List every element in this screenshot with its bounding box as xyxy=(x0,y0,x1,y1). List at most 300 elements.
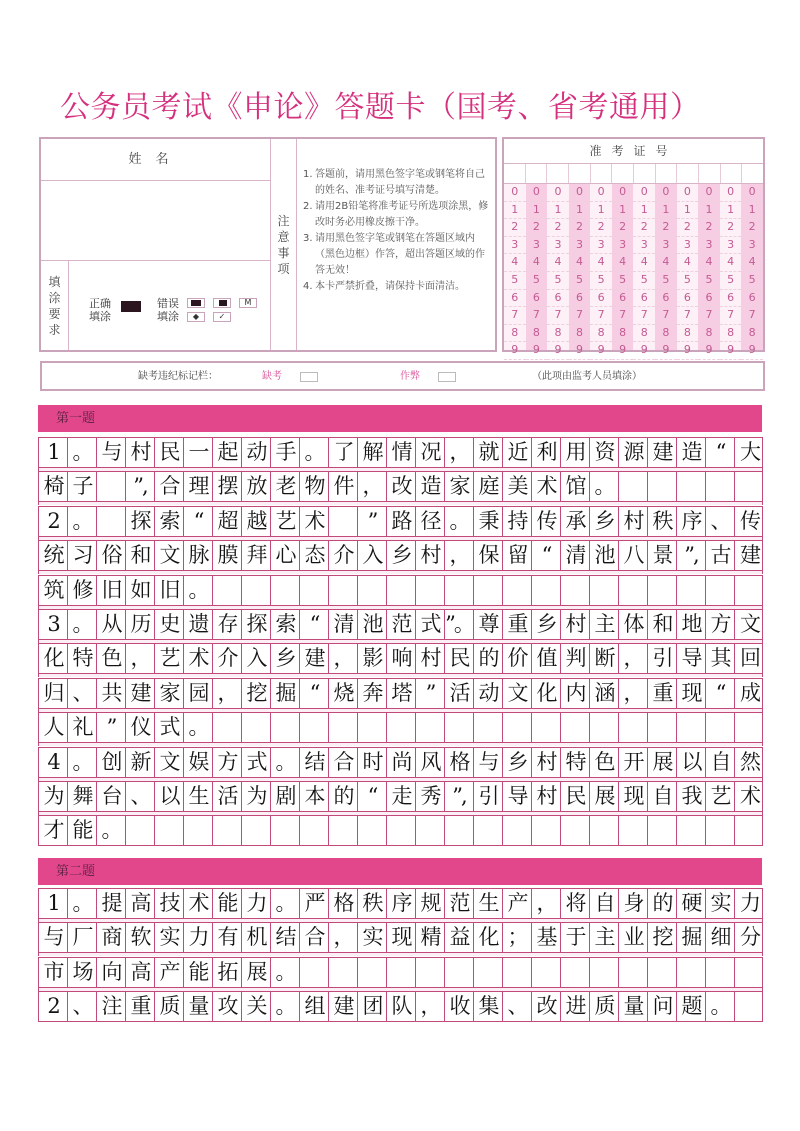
answer-cell[interactable]: 。 xyxy=(271,889,300,918)
answer-cell[interactable]: 文 xyxy=(155,541,184,570)
ticket-digit-bubble[interactable]: 0 xyxy=(633,184,655,202)
ticket-digit-bubble[interactable]: 5 xyxy=(526,272,548,290)
answer-cell[interactable]: 量 xyxy=(619,992,648,1021)
ticket-digit-bubble[interactable]: 4 xyxy=(590,254,612,272)
ticket-digit-bubble[interactable]: 6 xyxy=(569,290,591,308)
answer-cell[interactable]: ， xyxy=(329,923,358,952)
answer-cell[interactable] xyxy=(358,713,387,742)
ticket-digit-bubble[interactable]: 5 xyxy=(741,272,763,290)
answer-cell[interactable]: 起 xyxy=(213,438,242,467)
answer-cell[interactable]: 保 xyxy=(474,541,503,570)
ticket-digit-bubble[interactable]: 4 xyxy=(569,254,591,272)
ticket-digit-input[interactable] xyxy=(591,164,613,183)
answer-cell[interactable]: 2 xyxy=(39,992,68,1021)
answer-cell[interactable]: 。 xyxy=(68,889,97,918)
answer-cell[interactable]: 挖 xyxy=(648,923,677,952)
ticket-digit-bubble[interactable]: 2 xyxy=(677,219,699,237)
answer-cell[interactable]: 建 xyxy=(740,543,759,568)
answer-cell[interactable]: 质 xyxy=(590,992,619,1021)
ticket-digit-bubble[interactable]: 0 xyxy=(698,184,720,202)
ticket-digit-bubble[interactable]: 4 xyxy=(547,254,569,272)
ticket-digit-input[interactable] xyxy=(612,164,634,183)
answer-cell[interactable] xyxy=(532,958,561,987)
answer-cell[interactable]: 。 xyxy=(445,507,474,536)
answer-cell[interactable] xyxy=(561,958,590,987)
answer-cell[interactable] xyxy=(213,713,242,742)
answer-cell[interactable]: 生 xyxy=(474,889,503,918)
answer-cell[interactable]: 人 xyxy=(39,713,68,742)
answer-cell[interactable]: 遗 xyxy=(184,610,213,639)
absent-checkbox[interactable] xyxy=(300,372,318,382)
answer-cell[interactable]: ” xyxy=(358,507,387,536)
answer-cell[interactable] xyxy=(358,816,387,845)
ticket-digit-bubble[interactable]: 9 xyxy=(720,342,742,360)
answer-cell[interactable]: 和 xyxy=(126,541,155,570)
answer-cell[interactable]: 力 xyxy=(740,891,759,915)
answer-cell[interactable]: ， xyxy=(213,679,242,708)
ticket-digit-bubble[interactable]: 5 xyxy=(569,272,591,290)
ticket-digit-bubble[interactable]: 3 xyxy=(698,237,720,255)
ticket-digit-bubble[interactable]: 8 xyxy=(590,325,612,343)
ticket-digit-bubble[interactable]: 1 xyxy=(569,202,591,220)
answer-cell[interactable]: 力 xyxy=(184,923,213,952)
answer-cell[interactable]: ， xyxy=(445,438,474,467)
ticket-digit-input[interactable] xyxy=(699,164,721,183)
answer-cell[interactable] xyxy=(329,816,358,845)
answer-cell[interactable]: 4 xyxy=(39,748,68,777)
answer-cell[interactable]: 持 xyxy=(503,507,532,536)
ticket-digit-bubble[interactable]: 9 xyxy=(677,342,699,360)
answer-cell[interactable]: 式 xyxy=(242,748,271,777)
answer-cell[interactable]: 越 xyxy=(242,507,271,536)
ticket-digit-bubble[interactable]: 7 xyxy=(720,307,742,325)
ticket-digit-bubble[interactable]: 9 xyxy=(590,342,612,360)
ticket-digit-bubble[interactable]: 7 xyxy=(526,307,548,325)
answer-cell[interactable]: 机 xyxy=(242,923,271,952)
ticket-digit-bubble[interactable]: 6 xyxy=(677,290,699,308)
answer-cell[interactable]: 开 xyxy=(619,748,648,777)
ticket-digit-bubble[interactable]: 8 xyxy=(720,325,742,343)
answer-cell[interactable]: 老 xyxy=(271,472,300,501)
ticket-digit-bubble[interactable]: 2 xyxy=(547,219,569,237)
name-input-field[interactable] xyxy=(41,181,271,261)
answer-cell[interactable] xyxy=(677,958,706,987)
ticket-digit-bubble[interactable]: 8 xyxy=(698,325,720,343)
ticket-digit-bubble[interactable]: 7 xyxy=(569,307,591,325)
answer-cell[interactable]: 动 xyxy=(474,679,503,708)
answer-cell[interactable]: 导 xyxy=(503,782,532,811)
answer-cell[interactable] xyxy=(300,816,329,845)
ticket-digit-bubble[interactable]: 7 xyxy=(741,307,763,325)
answer-cell[interactable]: 创 xyxy=(97,748,126,777)
answer-cell[interactable]: 脉 xyxy=(184,541,213,570)
answer-cell[interactable]: 民 xyxy=(561,782,590,811)
answer-cell[interactable]: 引 xyxy=(648,644,677,673)
ticket-digit-bubble[interactable]: 5 xyxy=(720,272,742,290)
answer-cell[interactable]: ”。 xyxy=(445,610,474,639)
answer-cell[interactable] xyxy=(445,713,474,742)
ticket-digit-bubble[interactable]: 7 xyxy=(677,307,699,325)
answer-cell[interactable]: 术 xyxy=(184,644,213,673)
answer-cell[interactable]: 动 xyxy=(242,438,271,467)
answer-cell[interactable] xyxy=(561,576,590,605)
ticket-digit-bubble[interactable]: 6 xyxy=(741,290,763,308)
answer-cell[interactable]: 径 xyxy=(416,507,445,536)
answer-cell[interactable]: 塔 xyxy=(387,679,416,708)
answer-cell[interactable] xyxy=(619,576,648,605)
answer-cell[interactable]: 为 xyxy=(39,782,68,811)
ticket-digit-bubble[interactable]: 7 xyxy=(547,307,569,325)
ticket-digit-input[interactable] xyxy=(677,164,699,183)
answer-cell[interactable]: “ xyxy=(532,541,561,570)
answer-cell[interactable]: 庭 xyxy=(474,472,503,501)
answer-cell[interactable]: 娱 xyxy=(184,748,213,777)
answer-cell[interactable]: 时 xyxy=(358,748,387,777)
answer-cell[interactable]: 存 xyxy=(213,610,242,639)
answer-cell[interactable]: 以 xyxy=(155,782,184,811)
ticket-digit-bubble[interactable]: 2 xyxy=(504,219,526,237)
answer-cell[interactable]: 2 xyxy=(39,507,68,536)
ticket-digit-bubble[interactable]: 2 xyxy=(720,219,742,237)
answer-cell[interactable]: 奔 xyxy=(358,679,387,708)
answer-cell[interactable]: 与 xyxy=(474,748,503,777)
answer-cell[interactable]: ， xyxy=(532,889,561,918)
answer-cell[interactable] xyxy=(735,472,764,501)
answer-cell[interactable]: 展 xyxy=(648,748,677,777)
answer-cell[interactable]: 术 xyxy=(184,889,213,918)
answer-cell[interactable]: 攻 xyxy=(213,992,242,1021)
answer-cell[interactable]: 格 xyxy=(445,748,474,777)
answer-cell[interactable]: ， xyxy=(126,644,155,673)
ticket-digit-bubble[interactable]: 1 xyxy=(655,202,677,220)
answer-cell[interactable]: 乡 xyxy=(387,541,416,570)
ticket-digit-bubble[interactable]: 2 xyxy=(741,219,763,237)
answer-cell[interactable] xyxy=(532,713,561,742)
ticket-digit-input[interactable] xyxy=(547,164,569,183)
answer-cell[interactable]: 身 xyxy=(619,889,648,918)
answer-cell[interactable]: 探 xyxy=(242,610,271,639)
ticket-digit-bubble[interactable]: 3 xyxy=(547,237,569,255)
answer-cell[interactable]: 现 xyxy=(619,782,648,811)
answer-cell[interactable]: 心 xyxy=(271,541,300,570)
answer-cell[interactable] xyxy=(445,576,474,605)
answer-cell[interactable]: 才 xyxy=(39,816,68,845)
ticket-digit-bubble[interactable]: 6 xyxy=(720,290,742,308)
ticket-digit-bubble[interactable]: 1 xyxy=(504,202,526,220)
answer-cell[interactable]: 美 xyxy=(503,472,532,501)
answer-cell[interactable]: 高 xyxy=(126,958,155,987)
answer-cell[interactable]: 件 xyxy=(329,472,358,501)
answer-cell[interactable] xyxy=(329,507,358,536)
answer-cell[interactable]: 的 xyxy=(474,644,503,673)
answer-cell[interactable] xyxy=(271,816,300,845)
answer-cell[interactable]: 改 xyxy=(387,472,416,501)
answer-cell[interactable]: 活 xyxy=(213,782,242,811)
answer-cell[interactable]: 益 xyxy=(445,923,474,952)
answer-cell[interactable]: 和 xyxy=(648,610,677,639)
answer-cell[interactable] xyxy=(561,713,590,742)
answer-cell[interactable]: 色 xyxy=(97,644,126,673)
ticket-digit-bubble[interactable]: 0 xyxy=(526,184,548,202)
answer-cell[interactable]: ”, xyxy=(677,541,706,570)
ticket-digit-bubble[interactable]: 4 xyxy=(720,254,742,272)
ticket-digit-bubble[interactable]: 4 xyxy=(504,254,526,272)
answer-cell[interactable] xyxy=(590,816,619,845)
answer-cell[interactable]: 索 xyxy=(271,610,300,639)
ticket-digit-bubble[interactable]: 1 xyxy=(698,202,720,220)
answer-cell[interactable] xyxy=(358,576,387,605)
answer-cell[interactable]: 拜 xyxy=(242,541,271,570)
answer-cell[interactable]: 探 xyxy=(126,507,155,536)
ticket-digit-bubble[interactable]: 5 xyxy=(612,272,634,290)
answer-cell[interactable]: 然 xyxy=(740,749,759,774)
answer-cell[interactable] xyxy=(677,713,706,742)
answer-cell[interactable]: 展 xyxy=(242,958,271,987)
answer-cell[interactable]: 自 xyxy=(590,889,619,918)
answer-cell[interactable]: 台 xyxy=(97,782,126,811)
answer-cell[interactable]: 习 xyxy=(68,541,97,570)
answer-cell[interactable]: 价 xyxy=(503,644,532,673)
answer-cell[interactable]: 范 xyxy=(445,889,474,918)
answer-cell[interactable] xyxy=(677,472,706,501)
answer-cell[interactable] xyxy=(619,816,648,845)
answer-cell[interactable]: 解 xyxy=(358,438,387,467)
answer-cell[interactable]: 活 xyxy=(445,679,474,708)
answer-cell[interactable]: 化 xyxy=(474,923,503,952)
answer-cell[interactable]: 术 xyxy=(740,784,759,808)
answer-cell[interactable]: 乡 xyxy=(532,610,561,639)
ticket-digit-bubble[interactable]: 8 xyxy=(569,325,591,343)
answer-cell[interactable] xyxy=(474,816,503,845)
ticket-digit-bubble[interactable]: 1 xyxy=(547,202,569,220)
ticket-digit-bubble[interactable]: 4 xyxy=(633,254,655,272)
ticket-digit-input[interactable] xyxy=(526,164,548,183)
answer-cell[interactable]: 筑 xyxy=(39,576,68,605)
answer-cell[interactable]: 。 xyxy=(590,472,619,501)
answer-cell[interactable]: 改 xyxy=(532,992,561,1021)
answer-cell[interactable]: “ xyxy=(300,679,329,708)
answer-cell[interactable]: 与 xyxy=(39,923,68,952)
answer-cell[interactable]: 新 xyxy=(126,748,155,777)
ticket-digit-bubble[interactable]: 0 xyxy=(569,184,591,202)
answer-cell[interactable]: 态 xyxy=(300,541,329,570)
answer-cell[interactable] xyxy=(416,816,445,845)
answer-cell[interactable]: 实 xyxy=(358,923,387,952)
ticket-digit-bubble[interactable]: 2 xyxy=(698,219,720,237)
answer-cell[interactable]: 艺 xyxy=(271,507,300,536)
answer-cell[interactable] xyxy=(242,816,271,845)
answer-cell[interactable]: 主 xyxy=(590,923,619,952)
ticket-digit-bubble[interactable]: 3 xyxy=(590,237,612,255)
answer-cell[interactable]: ” xyxy=(97,713,126,742)
answer-cell[interactable]: 结 xyxy=(271,923,300,952)
answer-cell[interactable]: 序 xyxy=(677,507,706,536)
answer-cell[interactable]: 乡 xyxy=(503,748,532,777)
answer-cell[interactable] xyxy=(619,958,648,987)
answer-cell[interactable]: 膜 xyxy=(213,541,242,570)
answer-cell[interactable] xyxy=(706,576,735,605)
ticket-digit-bubble[interactable]: 2 xyxy=(655,219,677,237)
answer-cell[interactable] xyxy=(735,713,764,742)
answer-cell[interactable] xyxy=(329,576,358,605)
answer-cell[interactable] xyxy=(474,958,503,987)
answer-cell[interactable]: 。 xyxy=(68,438,97,467)
ticket-digit-bubble[interactable]: 9 xyxy=(655,342,677,360)
answer-cell[interactable]: 问 xyxy=(648,992,677,1021)
answer-cell[interactable]: 题 xyxy=(677,992,706,1021)
ticket-digit-bubble[interactable]: 9 xyxy=(741,342,763,360)
answer-cell[interactable]: 组 xyxy=(300,992,329,1021)
ticket-digit-bubble[interactable]: 6 xyxy=(526,290,548,308)
answer-cell[interactable]: 承 xyxy=(561,507,590,536)
answer-cell[interactable]: 式 xyxy=(155,713,184,742)
answer-cell[interactable]: 特 xyxy=(68,644,97,673)
answer-cell[interactable]: 利 xyxy=(532,438,561,467)
answer-cell[interactable]: 理 xyxy=(184,472,213,501)
answer-cell[interactable]: 规 xyxy=(416,889,445,918)
answer-cell[interactable]: 。 xyxy=(271,958,300,987)
answer-cell[interactable]: 团 xyxy=(358,992,387,1021)
answer-cell[interactable]: 建 xyxy=(648,438,677,467)
answer-cell[interactable]: 手 xyxy=(271,438,300,467)
answer-cell[interactable]: 八 xyxy=(619,541,648,570)
answer-cell[interactable]: 放 xyxy=(242,472,271,501)
answer-cell[interactable]: 况 xyxy=(416,438,445,467)
answer-cell[interactable] xyxy=(619,713,648,742)
ticket-digit-bubble[interactable]: 3 xyxy=(720,237,742,255)
answer-cell[interactable]: 就 xyxy=(474,438,503,467)
answer-cell[interactable]: 情 xyxy=(387,438,416,467)
answer-cell[interactable] xyxy=(416,958,445,987)
answer-cell[interactable] xyxy=(503,713,532,742)
answer-cell[interactable]: 结 xyxy=(300,748,329,777)
answer-cell[interactable]: 主 xyxy=(590,610,619,639)
answer-cell[interactable]: 质 xyxy=(155,992,184,1021)
answer-cell[interactable]: 产 xyxy=(503,889,532,918)
answer-cell[interactable]: 收 xyxy=(445,992,474,1021)
answer-cell[interactable] xyxy=(735,958,764,987)
answer-cell[interactable]: 自 xyxy=(706,748,735,777)
ticket-digit-bubble[interactable]: 8 xyxy=(504,325,526,343)
answer-cell[interactable]: 本 xyxy=(300,782,329,811)
answer-cell[interactable]: 与 xyxy=(97,438,126,467)
answer-cell[interactable]: 介 xyxy=(213,644,242,673)
answer-cell[interactable] xyxy=(329,958,358,987)
answer-cell[interactable] xyxy=(387,576,416,605)
answer-cell[interactable]: ， xyxy=(329,644,358,673)
answer-cell[interactable]: 的 xyxy=(329,782,358,811)
answer-cell[interactable]: 序 xyxy=(387,889,416,918)
answer-cell[interactable]: 拓 xyxy=(213,958,242,987)
answer-cell[interactable]: 向 xyxy=(97,958,126,987)
ticket-digit-bubble[interactable]: 6 xyxy=(698,290,720,308)
answer-cell[interactable] xyxy=(387,713,416,742)
answer-cell[interactable]: 重 xyxy=(648,679,677,708)
answer-cell[interactable]: 民 xyxy=(155,438,184,467)
answer-cell[interactable] xyxy=(271,713,300,742)
ticket-digit-bubble[interactable]: 8 xyxy=(633,325,655,343)
answer-cell[interactable]: 民 xyxy=(445,644,474,673)
ticket-digit-bubble[interactable]: 5 xyxy=(590,272,612,290)
answer-cell[interactable]: 以 xyxy=(677,748,706,777)
ticket-digit-bubble[interactable]: 3 xyxy=(655,237,677,255)
answer-cell[interactable]: 礼 xyxy=(68,713,97,742)
answer-cell[interactable]: 。 xyxy=(68,507,97,536)
answer-cell[interactable]: 精 xyxy=(416,923,445,952)
answer-cell[interactable]: 能 xyxy=(184,958,213,987)
answer-cell[interactable]: 村 xyxy=(532,782,561,811)
ticket-digit-bubble[interactable]: 3 xyxy=(569,237,591,255)
ticket-digit-bubble[interactable]: 9 xyxy=(633,342,655,360)
answer-cell[interactable]: 地 xyxy=(677,610,706,639)
answer-cell[interactable]: 村 xyxy=(619,507,648,536)
answer-cell[interactable]: 基 xyxy=(532,923,561,952)
answer-cell[interactable]: 史 xyxy=(155,610,184,639)
answer-cell[interactable]: 我 xyxy=(677,782,706,811)
answer-cell[interactable] xyxy=(590,576,619,605)
answer-cell[interactable]: 进 xyxy=(561,992,590,1021)
answer-cell[interactable] xyxy=(300,958,329,987)
answer-cell[interactable]: 范 xyxy=(387,610,416,639)
answer-cell[interactable] xyxy=(619,472,648,501)
ticket-digit-bubble[interactable]: 7 xyxy=(633,307,655,325)
ticket-digit-bubble[interactable]: 0 xyxy=(547,184,569,202)
answer-cell[interactable] xyxy=(735,816,764,845)
answer-cell[interactable]: 文 xyxy=(155,748,184,777)
answer-cell[interactable]: 村 xyxy=(416,644,445,673)
answer-cell[interactable]: 业 xyxy=(619,923,648,952)
answer-cell[interactable]: 队 xyxy=(387,992,416,1021)
answer-cell[interactable]: 将 xyxy=(561,889,590,918)
answer-cell[interactable]: 掘 xyxy=(271,679,300,708)
answer-cell[interactable]: ， xyxy=(619,644,648,673)
answer-cell[interactable]: 超 xyxy=(213,507,242,536)
answer-cell[interactable]: 造 xyxy=(416,472,445,501)
answer-cell[interactable]: 源 xyxy=(619,438,648,467)
answer-cell[interactable] xyxy=(532,576,561,605)
answer-cell[interactable] xyxy=(300,576,329,605)
ticket-digit-bubble[interactable]: 4 xyxy=(655,254,677,272)
answer-cell[interactable] xyxy=(97,507,126,536)
answer-cell[interactable]: ， xyxy=(416,992,445,1021)
answer-cell[interactable]: 值 xyxy=(532,644,561,673)
ticket-digit-bubble[interactable]: 9 xyxy=(698,342,720,360)
answer-cell[interactable] xyxy=(677,576,706,605)
answer-cell[interactable]: 为 xyxy=(242,782,271,811)
answer-cell[interactable]: 修 xyxy=(68,576,97,605)
answer-cell[interactable]: 家 xyxy=(445,472,474,501)
answer-cell[interactable]: 建 xyxy=(300,644,329,673)
answer-cell[interactable]: 掘 xyxy=(677,923,706,952)
answer-cell[interactable]: 方 xyxy=(706,610,735,639)
answer-cell[interactable]: 。 xyxy=(68,610,97,639)
answer-cell[interactable] xyxy=(300,713,329,742)
answer-cell[interactable]: 特 xyxy=(561,748,590,777)
answer-cell[interactable]: 旧 xyxy=(155,576,184,605)
cheat-checkbox[interactable] xyxy=(438,372,456,382)
answer-cell[interactable]: 俗 xyxy=(97,541,126,570)
answer-cell[interactable]: 传 xyxy=(740,508,759,533)
ticket-digit-bubble[interactable]: 7 xyxy=(612,307,634,325)
answer-cell[interactable]: 挖 xyxy=(242,679,271,708)
ticket-digit-bubble[interactable]: 0 xyxy=(720,184,742,202)
answer-cell[interactable]: ， xyxy=(445,541,474,570)
answer-cell[interactable] xyxy=(445,958,474,987)
answer-cell[interactable]: 引 xyxy=(474,782,503,811)
answer-cell[interactable] xyxy=(706,713,735,742)
answer-cell[interactable]: 近 xyxy=(503,438,532,467)
answer-cell[interactable]: 秩 xyxy=(358,889,387,918)
